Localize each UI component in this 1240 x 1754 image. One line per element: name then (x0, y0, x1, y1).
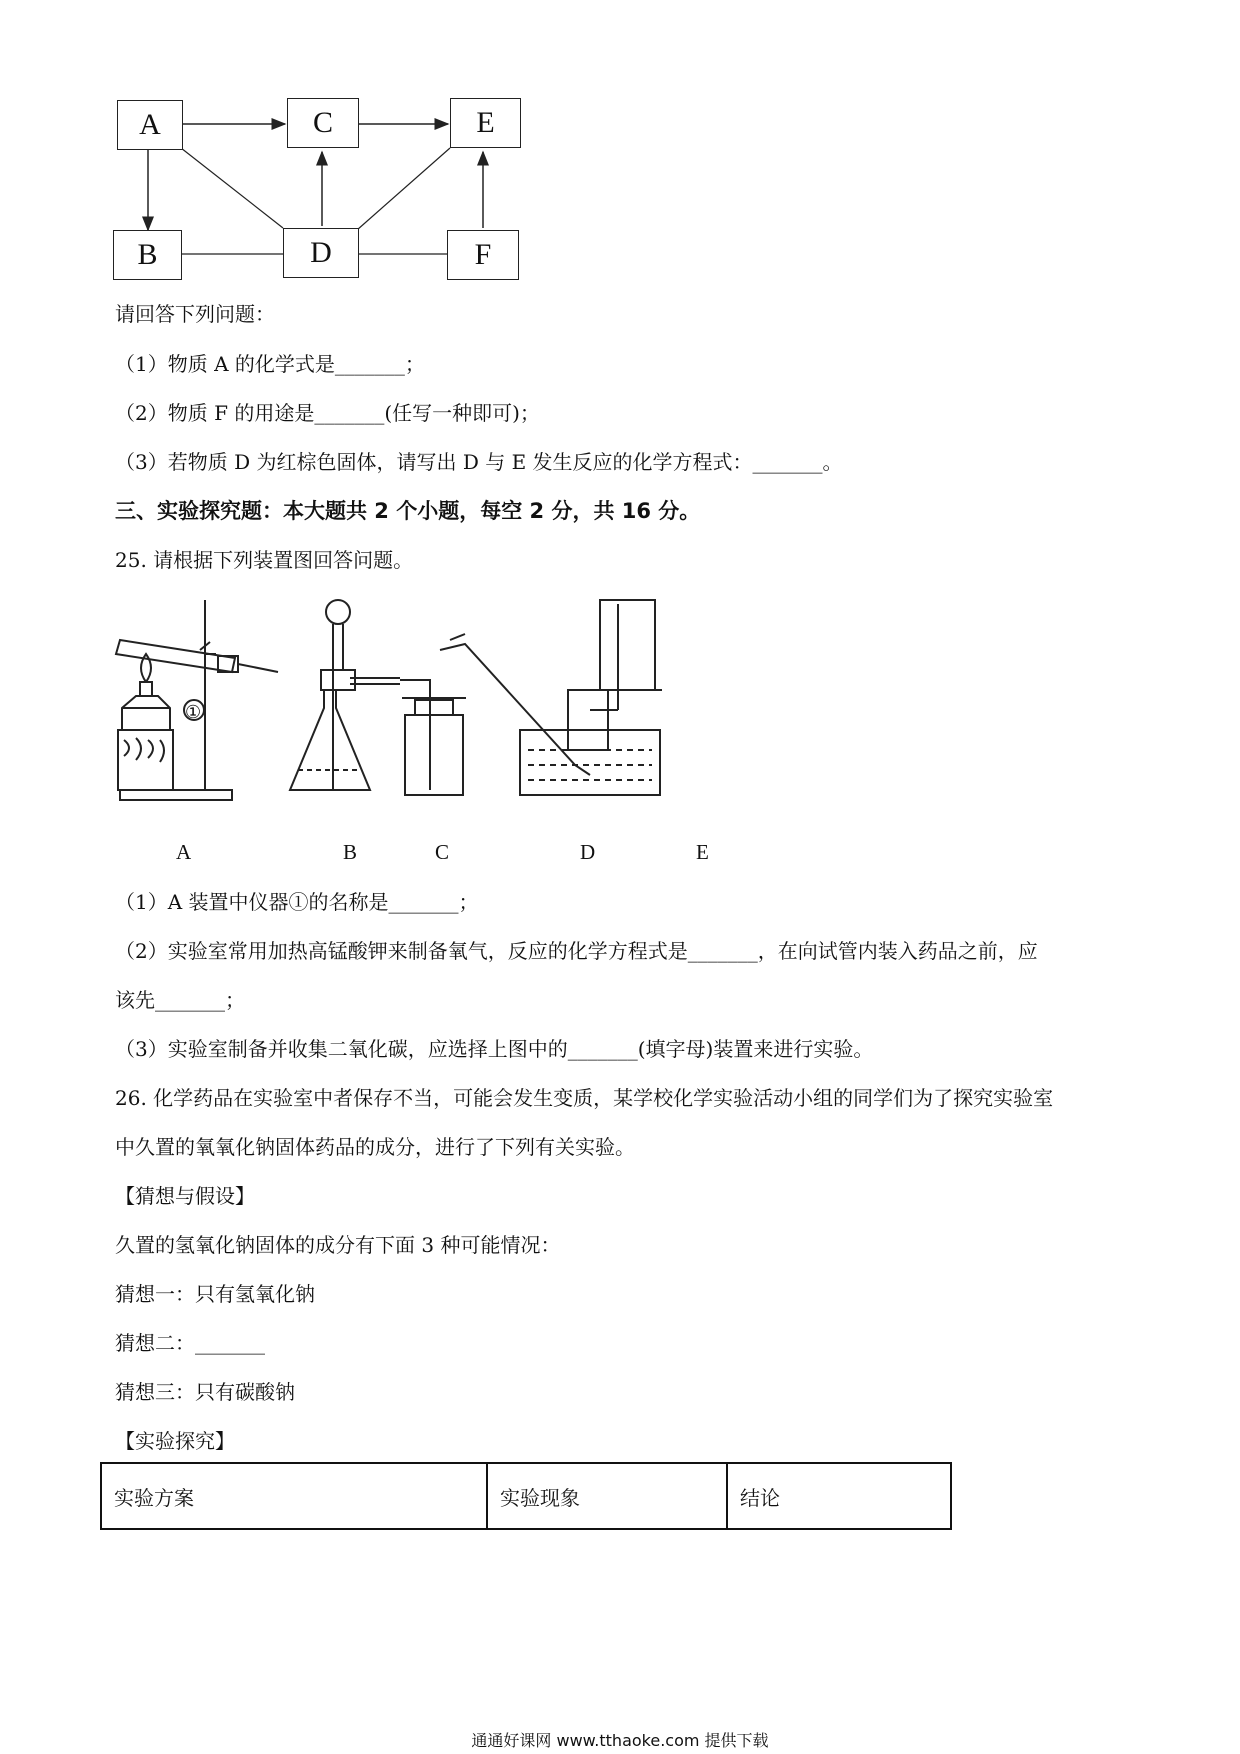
table-header-cell: 实验现象 (487, 1463, 727, 1529)
q25-sub3: （3）实验室制备并收集二氧化碳，应选择上图中的_______(填字母)装置来进行实验。 (115, 1037, 874, 1061)
q24-sub3: （3）若物质 D 为红棕色固体，请写出 D 与 E 发生反应的化学方程式：_______。 (115, 450, 843, 474)
q25-sub2-line2: 该先_______； (115, 988, 245, 1012)
explore-heading: 【实验探究】 (115, 1429, 235, 1453)
line-a-d (181, 148, 283, 228)
page-footer: 通通好课网 www.tthaoke.com 提供下载 (471, 1731, 769, 1750)
guess-2: 猜想二：_______ (115, 1331, 265, 1355)
q26-stem-line2: 中久置的氧氧化钠固体药品的成分，进行了下列有关实验。 (115, 1135, 635, 1159)
experiment-table (100, 1462, 952, 1530)
apparatus-label-b: B (343, 840, 358, 864)
table-header-cell: 实验方案 (101, 1463, 487, 1529)
apparatus-e (590, 600, 662, 710)
node-c: C (287, 98, 359, 148)
apparatus-b (290, 600, 400, 790)
hypothesis-heading: 【猜想与假设】 (115, 1184, 255, 1208)
node-d: D (283, 228, 359, 278)
line-d-e (357, 148, 450, 230)
apparatus-label-a: A (176, 840, 192, 864)
apparatus-d (440, 634, 660, 795)
node-b: B (113, 230, 182, 280)
apparatus-a (116, 600, 278, 800)
q25-sub1: （1）A 装置中仪器①的名称是_______； (115, 890, 479, 914)
apparatus-label-e: E (696, 840, 709, 864)
hypothesis-intro: 久置的氢氧化钠固体的成分有下面 3 种可能情况： (115, 1233, 561, 1257)
apparatus-label-c: C (435, 840, 450, 864)
intro-text: 请回答下列问题： (115, 302, 275, 326)
node-e: E (450, 98, 521, 148)
q26-stem-line1: 26. 化学药品在实验室中者保存不当，可能会发生变质，某学校化学实验活动小组的同学们为了探究实验室 (115, 1086, 1054, 1110)
table-header-row (101, 1463, 951, 1529)
q25-stem: 25. 请根据下列装置图回答问题。 (115, 548, 414, 572)
guess-1: 猜想一：只有氢氧化钠 (115, 1282, 315, 1306)
node-a: A (117, 100, 183, 150)
q24-sub1: （1）物质 A 的化学式是_______； (115, 352, 425, 376)
apparatus-figure (100, 590, 760, 820)
marker-1-label: ① (185, 702, 202, 723)
q24-sub2: （2）物质 F 的用途是_______(任写一种即可)； (115, 401, 540, 425)
q25-sub2-line1: （2）实验室常用加热高锰酸钾来制备氧气，反应的化学方程式是_______，在向试管内装入药品之前，应 (115, 939, 1038, 963)
table-header-cell: 结论 (727, 1463, 951, 1529)
apparatus-label-d: D (580, 840, 596, 864)
apparatus-c (400, 680, 466, 795)
section-heading: 三、实验探究题：本大题共 2 个小题，每空 2 分，共 16 分。 (115, 499, 701, 523)
node-f: F (447, 230, 519, 280)
guess-3: 猜想三：只有碳酸钠 (115, 1380, 295, 1404)
